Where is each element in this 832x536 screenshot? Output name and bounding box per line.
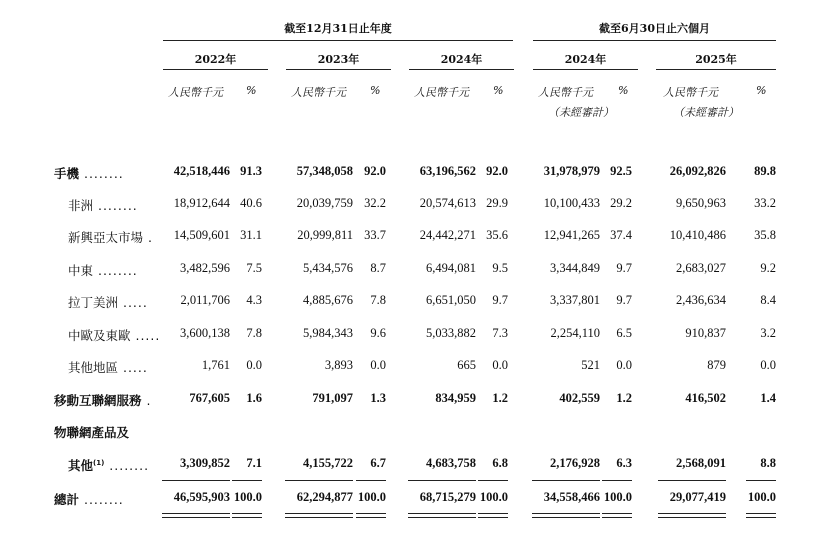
row-percent: 6.3	[616, 456, 632, 470]
total-double-rule	[356, 513, 386, 518]
row-value: 20,574,613	[419, 196, 476, 210]
row-value: 2,176,928	[550, 456, 600, 470]
row-value: 2,436,634	[676, 293, 726, 307]
row-percent: 0.0	[760, 358, 776, 372]
dot-leader: .	[143, 230, 153, 245]
subtotal-rule	[478, 480, 508, 481]
row-label-text: 物聯網產品及	[54, 425, 130, 440]
row-percent: 9.2	[760, 261, 776, 275]
row-label	[68, 261, 138, 279]
row-label-text: 其他	[68, 458, 94, 473]
dot-leader: .	[141, 393, 152, 408]
row-percent: 1.4	[760, 391, 776, 405]
row-percent: 35.6	[486, 228, 508, 242]
row-value: 3,309,852	[180, 456, 230, 470]
percent-label: %	[618, 84, 629, 97]
row-percent: 0.0	[492, 358, 508, 372]
row-value: 791,097	[312, 391, 353, 405]
row-label-text: 拉丁美洲	[68, 295, 119, 310]
row-percent: 100.0	[479, 490, 508, 504]
group-header-annual: 截至12月31日止年度	[284, 22, 392, 35]
row-percent: 9.7	[616, 261, 632, 275]
row-percent: 92.0	[364, 164, 386, 178]
percent-label: %	[493, 84, 504, 97]
total-double-rule	[602, 513, 632, 518]
row-value: 42,518,446	[173, 164, 230, 178]
subtotal-rule	[532, 480, 600, 481]
row-value: 5,033,882	[426, 326, 476, 340]
row-value: 910,837	[685, 326, 726, 340]
row-value: 68,715,279	[419, 490, 476, 504]
row-value: 2,011,706	[180, 293, 230, 307]
row-value: 46,595,903	[173, 490, 230, 504]
row-percent: 3.2	[760, 326, 776, 340]
row-percent: 1.2	[616, 391, 632, 405]
row-label-text: 中歐及東歐	[68, 328, 131, 343]
year-rule	[533, 69, 638, 70]
row-label-text: 非洲	[68, 198, 94, 213]
row-percent: 0.0	[616, 358, 632, 372]
row-percent: 7.8	[246, 326, 262, 340]
row-percent: 9.5	[492, 261, 508, 275]
row-value: 2,568,091	[676, 456, 726, 470]
row-value: 5,434,576	[303, 261, 353, 275]
row-value: 879	[707, 358, 726, 372]
percent-label: %	[246, 84, 257, 97]
row-percent: 35.8	[754, 228, 776, 242]
row-value: 2,254,110	[550, 326, 600, 340]
total-double-rule	[408, 513, 476, 518]
row-value: 4,683,758	[426, 456, 476, 470]
row-label	[54, 391, 151, 409]
row-value: 6,651,050	[426, 293, 476, 307]
total-double-rule	[285, 513, 353, 518]
row-percent: 37.4	[610, 228, 632, 242]
row-value: 3,344,849	[550, 261, 600, 275]
unit-label: 人民幣千元	[168, 86, 223, 99]
group-rule-annual	[163, 40, 513, 41]
row-label-text: 其他地區	[68, 360, 119, 375]
row-value: 57,348,058	[296, 164, 353, 178]
unaudited-label: （未經審計）	[548, 106, 614, 119]
row-value: 5,984,343	[303, 326, 353, 340]
row-percent: 6.7	[370, 456, 386, 470]
dot-leader: ........	[79, 166, 124, 181]
row-label-text: 新興亞太市場	[68, 230, 144, 245]
percent-label: %	[756, 84, 767, 97]
subtotal-rule	[232, 480, 262, 481]
row-value: 20,039,759	[296, 196, 353, 210]
row-percent: 92.5	[610, 164, 632, 178]
unaudited-label: （未經審計）	[673, 106, 739, 119]
row-value: 26,092,826	[669, 164, 726, 178]
unit-label: 人民幣千元	[414, 86, 469, 99]
row-percent: 7.3	[492, 326, 508, 340]
row-percent: 8.7	[370, 261, 386, 275]
subtotal-rule	[602, 480, 632, 481]
row-value: 1,761	[201, 358, 230, 372]
row-value: 4,885,676	[303, 293, 353, 307]
row-percent: 92.0	[486, 164, 508, 178]
dot-leader: ........	[79, 492, 124, 507]
row-label-text: 移動互聯網服務	[54, 393, 142, 408]
row-percent: 7.8	[370, 293, 386, 307]
row-percent: 8.4	[760, 293, 776, 307]
row-value: 2,683,027	[676, 261, 726, 275]
total-double-rule	[162, 513, 230, 518]
row-value: 63,196,562	[419, 164, 476, 178]
row-value: 767,605	[189, 391, 230, 405]
row-percent: 1.3	[370, 391, 386, 405]
dot-leader: .....	[118, 360, 148, 375]
group-header-halfyear: 截至6月30日止六個月	[599, 22, 710, 35]
row-value: 29,077,419	[669, 490, 726, 504]
subtotal-rule	[658, 480, 726, 481]
row-label	[68, 196, 138, 214]
total-double-rule	[746, 513, 776, 518]
row-percent: 9.6	[370, 326, 386, 340]
subtotal-rule	[746, 480, 776, 481]
total-double-rule	[232, 513, 262, 518]
row-percent: 100.0	[603, 490, 632, 504]
row-percent: 1.2	[492, 391, 508, 405]
row-value: 665	[457, 358, 476, 372]
unit-label: 人民幣千元	[538, 86, 593, 99]
row-percent: 100.0	[357, 490, 386, 504]
period-year: 2025年	[695, 53, 737, 66]
row-label	[54, 164, 124, 182]
dot-leader: ........	[104, 458, 150, 473]
row-label	[68, 358, 148, 376]
total-double-rule	[658, 513, 726, 518]
period-year: 2024年	[440, 53, 483, 66]
row-value: 12,941,265	[543, 228, 600, 242]
total-double-rule	[532, 513, 600, 518]
row-label-text: 手機	[54, 166, 80, 181]
row-percent: 33.2	[754, 196, 776, 210]
subtotal-rule	[162, 480, 230, 481]
row-percent: 7.5	[246, 261, 262, 275]
row-value: 6,494,081	[426, 261, 476, 275]
row-percent: 0.0	[370, 358, 386, 372]
row-value: 3,482,596	[180, 261, 230, 275]
year-rule	[163, 69, 268, 70]
row-percent: 9.7	[492, 293, 508, 307]
unit-label: 人民幣千元	[663, 86, 718, 99]
row-value: 24,442,271	[419, 228, 476, 242]
row-value: 20,999,811	[297, 228, 353, 242]
row-value: 3,337,801	[550, 293, 600, 307]
footnote-marker: (1)	[93, 458, 105, 467]
row-percent: 6.8	[492, 456, 508, 470]
year-rule	[656, 69, 776, 70]
row-value: 3,600,138	[180, 326, 230, 340]
row-percent: 100.0	[747, 490, 776, 504]
row-label-text: 總計	[54, 492, 80, 507]
row-percent: 29.9	[486, 196, 508, 210]
row-label	[68, 456, 149, 474]
unit-label: 人民幣千元	[291, 86, 346, 99]
row-label-text: 中東	[68, 263, 94, 278]
row-value: 31,978,979	[543, 164, 600, 178]
row-percent: 31.1	[240, 228, 262, 242]
dot-leader: .....	[130, 328, 161, 343]
row-value: 9,650,963	[676, 196, 726, 210]
dot-leader: ........	[93, 198, 138, 213]
row-percent: 89.8	[754, 164, 776, 178]
year-rule	[286, 69, 391, 70]
row-value: 62,294,877	[296, 490, 353, 504]
row-value: 834,959	[435, 391, 476, 405]
group-rule-halfyear	[533, 40, 776, 41]
row-value: 416,502	[685, 391, 726, 405]
subtotal-rule	[285, 480, 353, 481]
row-value: 4,155,722	[303, 456, 353, 470]
total-double-rule	[478, 513, 508, 518]
period-year: 2023年	[317, 53, 360, 66]
row-value: 402,559	[559, 391, 600, 405]
subtotal-rule	[408, 480, 476, 481]
row-label	[68, 293, 148, 311]
row-percent: 7.1	[246, 456, 262, 470]
row-percent: 4.3	[246, 293, 262, 307]
row-percent: 40.6	[240, 196, 262, 210]
row-value: 10,410,486	[669, 228, 726, 242]
row-label	[54, 423, 129, 441]
row-value: 521	[581, 358, 600, 372]
year-rule	[409, 69, 514, 70]
row-percent: 6.5	[616, 326, 632, 340]
row-value: 3,893	[324, 358, 353, 372]
row-percent: 8.8	[760, 456, 776, 470]
subtotal-rule	[356, 480, 386, 481]
row-value: 34,558,466	[543, 490, 600, 504]
row-percent: 29.2	[610, 196, 632, 210]
row-percent: 1.6	[246, 391, 262, 405]
row-percent: 91.3	[240, 164, 262, 178]
dot-leader: ........	[93, 263, 138, 278]
dot-leader: .....	[118, 295, 148, 310]
row-percent: 33.7	[364, 228, 386, 242]
percent-label: %	[370, 84, 381, 97]
row-value: 18,912,644	[173, 196, 230, 210]
row-value: 14,509,601	[173, 228, 230, 242]
period-year: 2024年	[564, 53, 607, 66]
row-label	[54, 490, 124, 508]
row-percent: 100.0	[233, 490, 262, 504]
row-percent: 32.2	[364, 196, 386, 210]
row-percent: 0.0	[246, 358, 262, 372]
row-percent: 9.7	[616, 293, 632, 307]
row-value: 10,100,433	[543, 196, 600, 210]
period-year: 2022年	[194, 53, 237, 66]
